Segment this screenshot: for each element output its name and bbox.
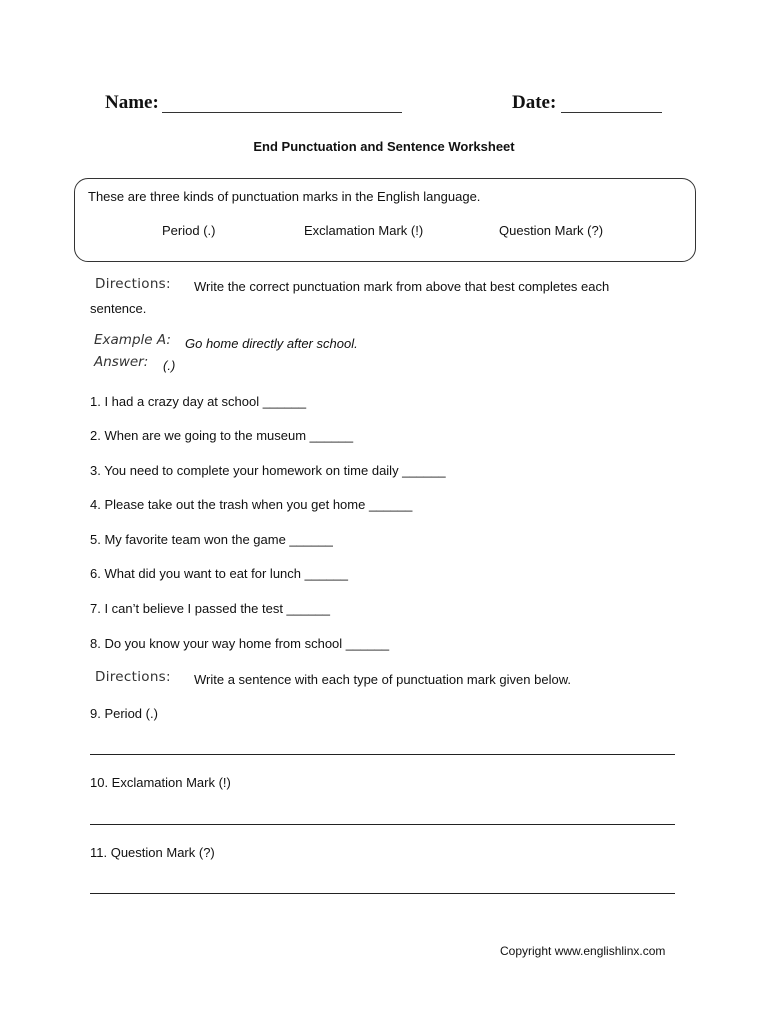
directions-label-1: Directions: bbox=[95, 276, 171, 292]
question-2[interactable]: 2. When are we going to the museum ______ bbox=[90, 428, 354, 443]
prompt-exclamation: 10. Exclamation Mark (!) bbox=[90, 775, 231, 790]
question-3[interactable]: 3. You need to complete your homework on time daily ______ bbox=[90, 463, 446, 478]
directions-text-1-cont: sentence. bbox=[90, 301, 147, 316]
directions-text-1: Write the correct punctuation mark from above that best completes each bbox=[194, 279, 610, 294]
copyright-text: Copyright www.englishlinx.com bbox=[500, 944, 666, 958]
answer-line-question[interactable] bbox=[90, 893, 675, 894]
example-answer: (.) bbox=[163, 358, 176, 373]
directions-label-2: Directions: bbox=[95, 669, 171, 685]
name-line[interactable] bbox=[162, 112, 402, 113]
answer-label: Answer: bbox=[94, 354, 149, 370]
question-5[interactable]: 5. My favorite team won the game ______ bbox=[90, 532, 333, 547]
info-mark-exclamation: Exclamation Mark (!) bbox=[304, 223, 424, 238]
question-6[interactable]: 6. What did you want to eat for lunch ______ bbox=[90, 566, 349, 581]
prompt-question: 11. Question Mark (?) bbox=[90, 845, 215, 860]
question-4[interactable]: 4. Please take out the trash when you get home ______ bbox=[90, 497, 413, 512]
answer-line-exclamation[interactable] bbox=[90, 824, 675, 825]
date-label: Date: bbox=[512, 92, 557, 113]
name-label: Name: bbox=[105, 92, 159, 113]
worksheet-title: End Punctuation and Sentence Worksheet bbox=[253, 139, 515, 154]
question-1[interactable]: 1. I had a crazy day at school ______ bbox=[90, 394, 307, 409]
directions-text-2: Write a sentence with each type of punctuation mark given below. bbox=[194, 672, 571, 687]
question-8[interactable]: 8. Do you know your way home from school ______ bbox=[90, 636, 390, 651]
date-line[interactable] bbox=[561, 112, 662, 113]
question-7[interactable]: 7. I can’t believe I passed the test ______ bbox=[90, 601, 330, 616]
info-mark-period: Period (.) bbox=[162, 223, 216, 238]
answer-line-period[interactable] bbox=[90, 754, 675, 755]
prompt-period: 9. Period (.) bbox=[90, 706, 158, 721]
info-mark-question: Question Mark (?) bbox=[499, 223, 604, 238]
info-intro: These are three kinds of punctuation marks in the English language. bbox=[88, 189, 481, 204]
example-sentence: Go home directly after school. bbox=[185, 336, 358, 351]
example-label: Example A: bbox=[94, 332, 171, 348]
